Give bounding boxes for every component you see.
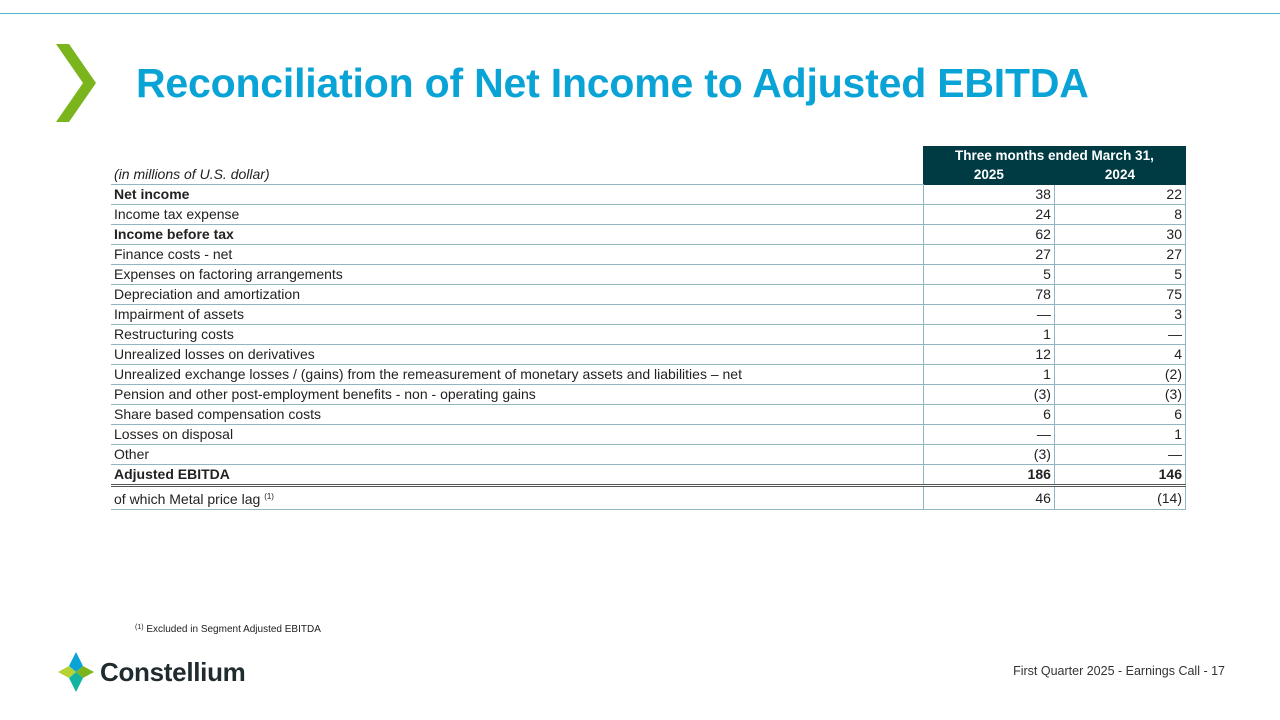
value-2024: (14) bbox=[1054, 486, 1185, 510]
table-row bbox=[111, 325, 1186, 345]
year-header-2024: 2024 bbox=[1054, 165, 1185, 185]
row-label: Income tax expense bbox=[111, 205, 923, 225]
adjusted-ebitda-row bbox=[111, 465, 1186, 486]
metal-price-lag-row bbox=[111, 486, 1186, 510]
value-2024: 3 bbox=[1054, 305, 1185, 325]
page-footer: First Quarter 2025 - Earnings Call - 17 bbox=[1013, 664, 1225, 678]
value-2024: 5 bbox=[1054, 265, 1185, 285]
row-label: Unrealized exchange losses / (gains) from the remeasurement of monetary assets and liabilities – net bbox=[111, 365, 923, 385]
constellium-logo-icon bbox=[58, 652, 94, 692]
table-row bbox=[111, 385, 1186, 405]
year-header-2025: 2025 bbox=[923, 165, 1054, 185]
value-2024: 27 bbox=[1054, 245, 1185, 265]
row-label: Adjusted EBITDA bbox=[111, 465, 923, 486]
value-2025: 12 bbox=[923, 345, 1054, 365]
value-2025: 62 bbox=[923, 225, 1054, 245]
row-label: of which Metal price lag $^{(1)}$ bbox=[111, 486, 923, 510]
brand-name: Constellium bbox=[100, 656, 246, 687]
value-2025: 78 bbox=[923, 285, 1054, 305]
value-2024: 8 bbox=[1054, 205, 1185, 225]
value-2025: 5 bbox=[923, 265, 1054, 285]
row-label: Income before tax bbox=[111, 225, 923, 245]
table-row bbox=[111, 285, 1186, 305]
value-2025: 27 bbox=[923, 245, 1054, 265]
row-label: Restructuring costs bbox=[111, 325, 923, 345]
value-2024: — bbox=[1054, 445, 1185, 465]
row-label: Other bbox=[111, 445, 923, 465]
row-label: Impairment of assets bbox=[111, 305, 923, 325]
reconciliation-table bbox=[111, 146, 1186, 510]
table-row bbox=[111, 365, 1186, 385]
table-row bbox=[111, 445, 1186, 465]
value-2024: 22 bbox=[1054, 185, 1185, 205]
table-year-header-row bbox=[111, 165, 1186, 185]
table-row bbox=[111, 265, 1186, 285]
table-row bbox=[111, 405, 1186, 425]
row-label: Net income bbox=[111, 185, 923, 205]
row-label: Share based compensation costs bbox=[111, 405, 923, 425]
value-2025: 24 bbox=[923, 205, 1054, 225]
row-label: Pension and other post-employment benefits - non - operating gains bbox=[111, 385, 923, 405]
value-2024: 146 bbox=[1054, 465, 1185, 486]
table-row bbox=[111, 185, 1186, 205]
value-2024: 6 bbox=[1054, 405, 1185, 425]
row-label: Unrealized losses on derivatives bbox=[111, 345, 923, 365]
value-2024: 75 bbox=[1054, 285, 1185, 305]
chevron-icon bbox=[56, 44, 98, 124]
value-2025: (3) bbox=[923, 445, 1054, 465]
value-2025: 38 bbox=[923, 185, 1054, 205]
table-period-header-row bbox=[111, 146, 1186, 165]
period-header: Three months ended March 31, bbox=[923, 146, 1185, 165]
value-2025: — bbox=[923, 425, 1054, 445]
row-label: Losses on disposal bbox=[111, 425, 923, 445]
value-2025: 186 bbox=[923, 465, 1054, 486]
value-2025: 1 bbox=[923, 365, 1054, 385]
value-2024: 30 bbox=[1054, 225, 1185, 245]
row-label: Finance costs - net bbox=[111, 245, 923, 265]
value-2024: (2) bbox=[1054, 365, 1185, 385]
value-2024: 4 bbox=[1054, 345, 1185, 365]
table-row bbox=[111, 425, 1186, 445]
footnote-marker: (1) bbox=[135, 624, 144, 631]
table-row bbox=[111, 305, 1186, 325]
table-row bbox=[111, 225, 1186, 245]
table-row bbox=[111, 205, 1186, 225]
value-2024: (3) bbox=[1054, 385, 1185, 405]
value-2025: 6 bbox=[923, 405, 1054, 425]
table-row bbox=[111, 345, 1186, 365]
value-2025: — bbox=[923, 305, 1054, 325]
value-2025: 1 bbox=[923, 325, 1054, 345]
footnote-text: Excluded in Segment Adjusted EBITDA bbox=[146, 624, 321, 635]
unit-label: (in millions of U.S. dollar) bbox=[111, 165, 923, 185]
row-label: Expenses on factoring arrangements bbox=[111, 265, 923, 285]
top-divider bbox=[0, 13, 1280, 14]
row-label: Depreciation and amortization bbox=[111, 285, 923, 305]
footnote bbox=[135, 624, 321, 635]
table-row bbox=[111, 245, 1186, 265]
constellium-logo bbox=[58, 652, 246, 692]
footnote-ref: (1) bbox=[264, 492, 274, 501]
slide-title: Reconciliation of Net Income to Adjusted EBITDA bbox=[136, 60, 1089, 106]
value-2024: 1 bbox=[1054, 425, 1185, 445]
value-2025: (3) bbox=[923, 385, 1054, 405]
value-2025: 46 bbox=[923, 486, 1054, 510]
value-2024: — bbox=[1054, 325, 1185, 345]
